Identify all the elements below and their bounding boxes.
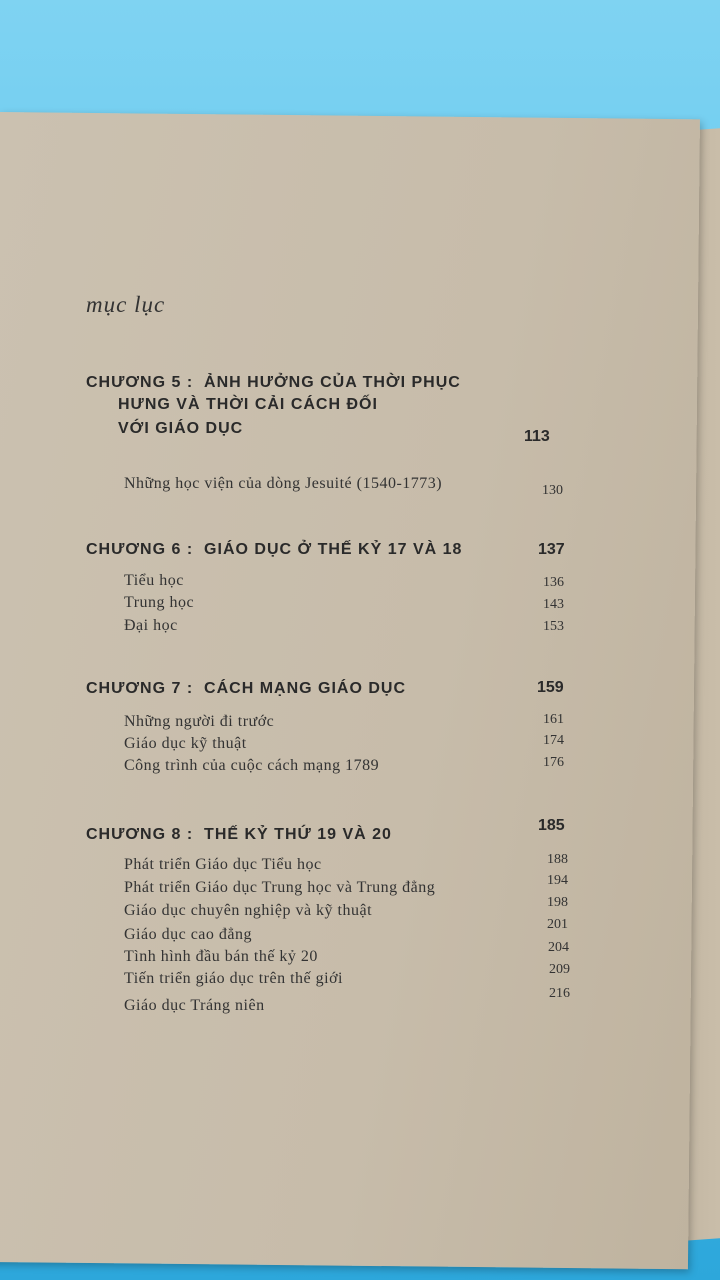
chapter-8-entry-5: Tình hình đầu bán thế kỷ 20 bbox=[124, 948, 318, 965]
chapter-8-entry-6-page: 209 bbox=[549, 962, 570, 977]
chapter-8-entry-2: Phát triển Giáo dục Trung học và Trung đẳng bbox=[124, 879, 436, 896]
chapter-8-heading bbox=[86, 824, 392, 846]
chapter-6-entry-2-page: 143 bbox=[543, 597, 564, 612]
chapter-8-entry-3-page: 198 bbox=[547, 895, 568, 910]
chapter-5-entry-1-page: 130 bbox=[542, 483, 563, 498]
chapter-8-entry-6: Tiến triển giáo dục trên thế giới bbox=[124, 970, 343, 987]
chapter-6-heading bbox=[86, 539, 462, 561]
chapter-8-page: 185 bbox=[538, 817, 565, 834]
chapter-5-label: CHƯƠNG 5 : bbox=[86, 374, 194, 391]
chapter-8-entry-5-page: 204 bbox=[548, 940, 569, 955]
toc-title: mục lục bbox=[86, 292, 166, 317]
chapter-5-page: 113 bbox=[524, 428, 550, 445]
chapter-5-title-line3: VỚI GIÁO DỤC bbox=[118, 420, 244, 437]
chapter-7-entry-3-page: 176 bbox=[543, 755, 564, 770]
chapter-5-title-line2: HƯNG VÀ THỜI CẢI CÁCH ĐỐI bbox=[118, 396, 378, 413]
chapter-7-entry-2-page: 174 bbox=[543, 733, 564, 748]
chapter-8-label: CHƯƠNG 8 : bbox=[86, 826, 194, 843]
chapter-8-entry-3: Giáo dục chuyên nghiệp và kỹ thuật bbox=[124, 902, 373, 919]
chapter-8-entry-2-page: 194 bbox=[547, 873, 568, 888]
chapter-7-label: CHƯƠNG 7 : bbox=[86, 680, 194, 697]
chapter-7-title: CÁCH MẠNG GIÁO DỤC bbox=[204, 680, 407, 697]
chapter-7-page: 159 bbox=[537, 679, 564, 696]
chapter-7-entry-3: Công trình của cuộc cách mạng 1789 bbox=[124, 757, 380, 774]
chapter-6-label: CHƯƠNG 6 : bbox=[86, 541, 194, 558]
chapter-7-entry-1-page: 161 bbox=[543, 712, 564, 727]
chapter-8-entry-4: Giáo dục cao đẳng bbox=[124, 926, 253, 943]
chapter-6-entry-2: Trung học bbox=[124, 594, 195, 611]
chapter-6-title: GIÁO DỤC Ở THẾ KỶ 17 VÀ 18 bbox=[204, 541, 463, 558]
chapter-7-heading bbox=[86, 678, 406, 700]
chapter-8-entry-1: Phát triển Giáo dục Tiểu học bbox=[124, 856, 322, 873]
chapter-8-entry-4-page: 201 bbox=[547, 917, 568, 932]
chapter-6-entry-3: Đại học bbox=[124, 617, 178, 634]
chapter-8-entry-7: Giáo dục Tráng niên bbox=[124, 997, 265, 1014]
chapter-8-entry-1-page: 188 bbox=[547, 852, 568, 867]
chapter-5-title-line1: ẢNH HƯỞNG CỦA THỜI PHỤC bbox=[204, 374, 461, 391]
chapter-5-heading bbox=[86, 372, 461, 394]
chapter-6-entry-1-page: 136 bbox=[543, 575, 564, 590]
chapter-6-entry-1: Tiểu học bbox=[124, 572, 184, 589]
chapter-6-page: 137 bbox=[538, 541, 565, 558]
chapter-8-entry-7-page: 216 bbox=[549, 986, 570, 1001]
chapter-5-entry-1: Những học viện của dòng Jesuité (1540-1773) bbox=[124, 475, 443, 492]
chapter-8-title: THẾ KỶ THỨ 19 VÀ 20 bbox=[204, 826, 392, 843]
chapter-7-entry-2: Giáo dục kỹ thuật bbox=[124, 735, 247, 752]
chapter-6-entry-3-page: 153 bbox=[543, 619, 564, 634]
chapter-7-entry-1: Những người đi trước bbox=[124, 713, 275, 730]
